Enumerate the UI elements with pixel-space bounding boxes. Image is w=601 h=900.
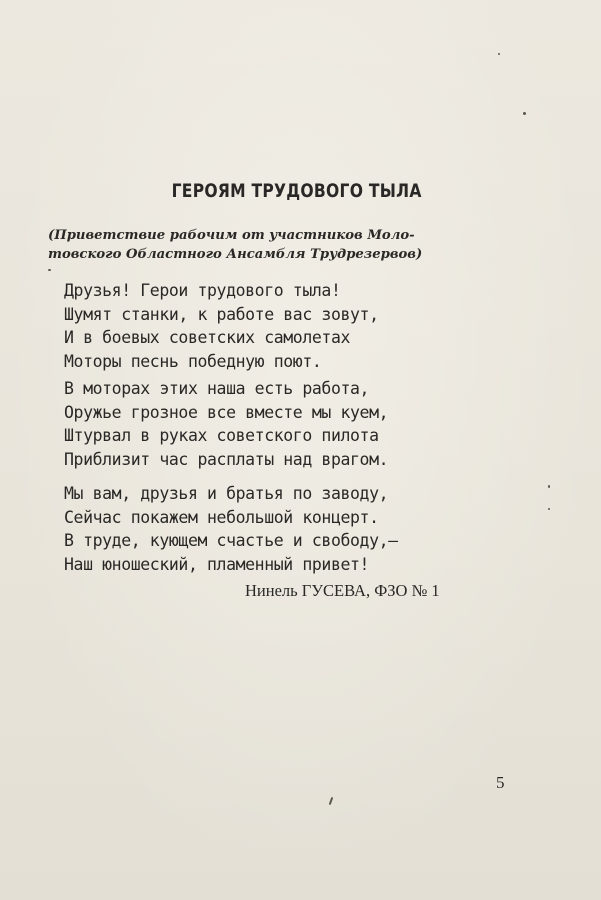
verse-line: Наш юношеский, пламенный привет! xyxy=(64,554,370,574)
stanza-2 xyxy=(64,377,494,471)
paper-speck xyxy=(548,485,550,488)
paper-speck xyxy=(329,797,334,805)
paper-speck xyxy=(498,53,500,55)
verse-line: Сейчас покажем небольшой концерт. xyxy=(64,507,379,527)
subtitle-line: (Приветствие рабочим от участников Моло- xyxy=(48,228,415,243)
verse-line: И в боевых советских самолетах xyxy=(64,328,351,347)
verse-line: Друзья! Герои трудового тыла! xyxy=(64,281,341,300)
verse-line: Приблизит час расплаты над врагом. xyxy=(64,449,389,469)
verse-line: В моторах этих наша есть работа, xyxy=(64,379,370,398)
verse-line: Шумят станки, к работе вас зовут, xyxy=(64,304,379,324)
verse-line: Оружье грозное все вместе мы куем, xyxy=(64,402,389,422)
author-signature: Нинель ГУСЕВА, ФЗО № 1 xyxy=(245,581,440,600)
paper-speck xyxy=(548,508,550,510)
stanza-1 xyxy=(64,279,494,373)
poem-subtitle xyxy=(48,226,518,264)
page-number: 5 xyxy=(496,773,505,792)
subtitle-line: товского Областного Ансамбля Трудрезервов) xyxy=(48,247,423,262)
paper-speck xyxy=(523,112,526,115)
verse-line: Штурвал в руках советского пилота xyxy=(64,426,379,445)
stanza-3 xyxy=(64,482,494,576)
verse-line: Моторы песнь победную поют. xyxy=(64,351,322,371)
verse-line: Мы вам, друзья и братья по заводу, xyxy=(64,484,389,503)
paper-speck xyxy=(48,269,51,271)
verse-line: В труде, кующем счастье и свободу,— xyxy=(64,531,398,550)
poem-title: ГЕРОЯМ ТРУДОВОГО ТЫЛА xyxy=(171,180,422,202)
